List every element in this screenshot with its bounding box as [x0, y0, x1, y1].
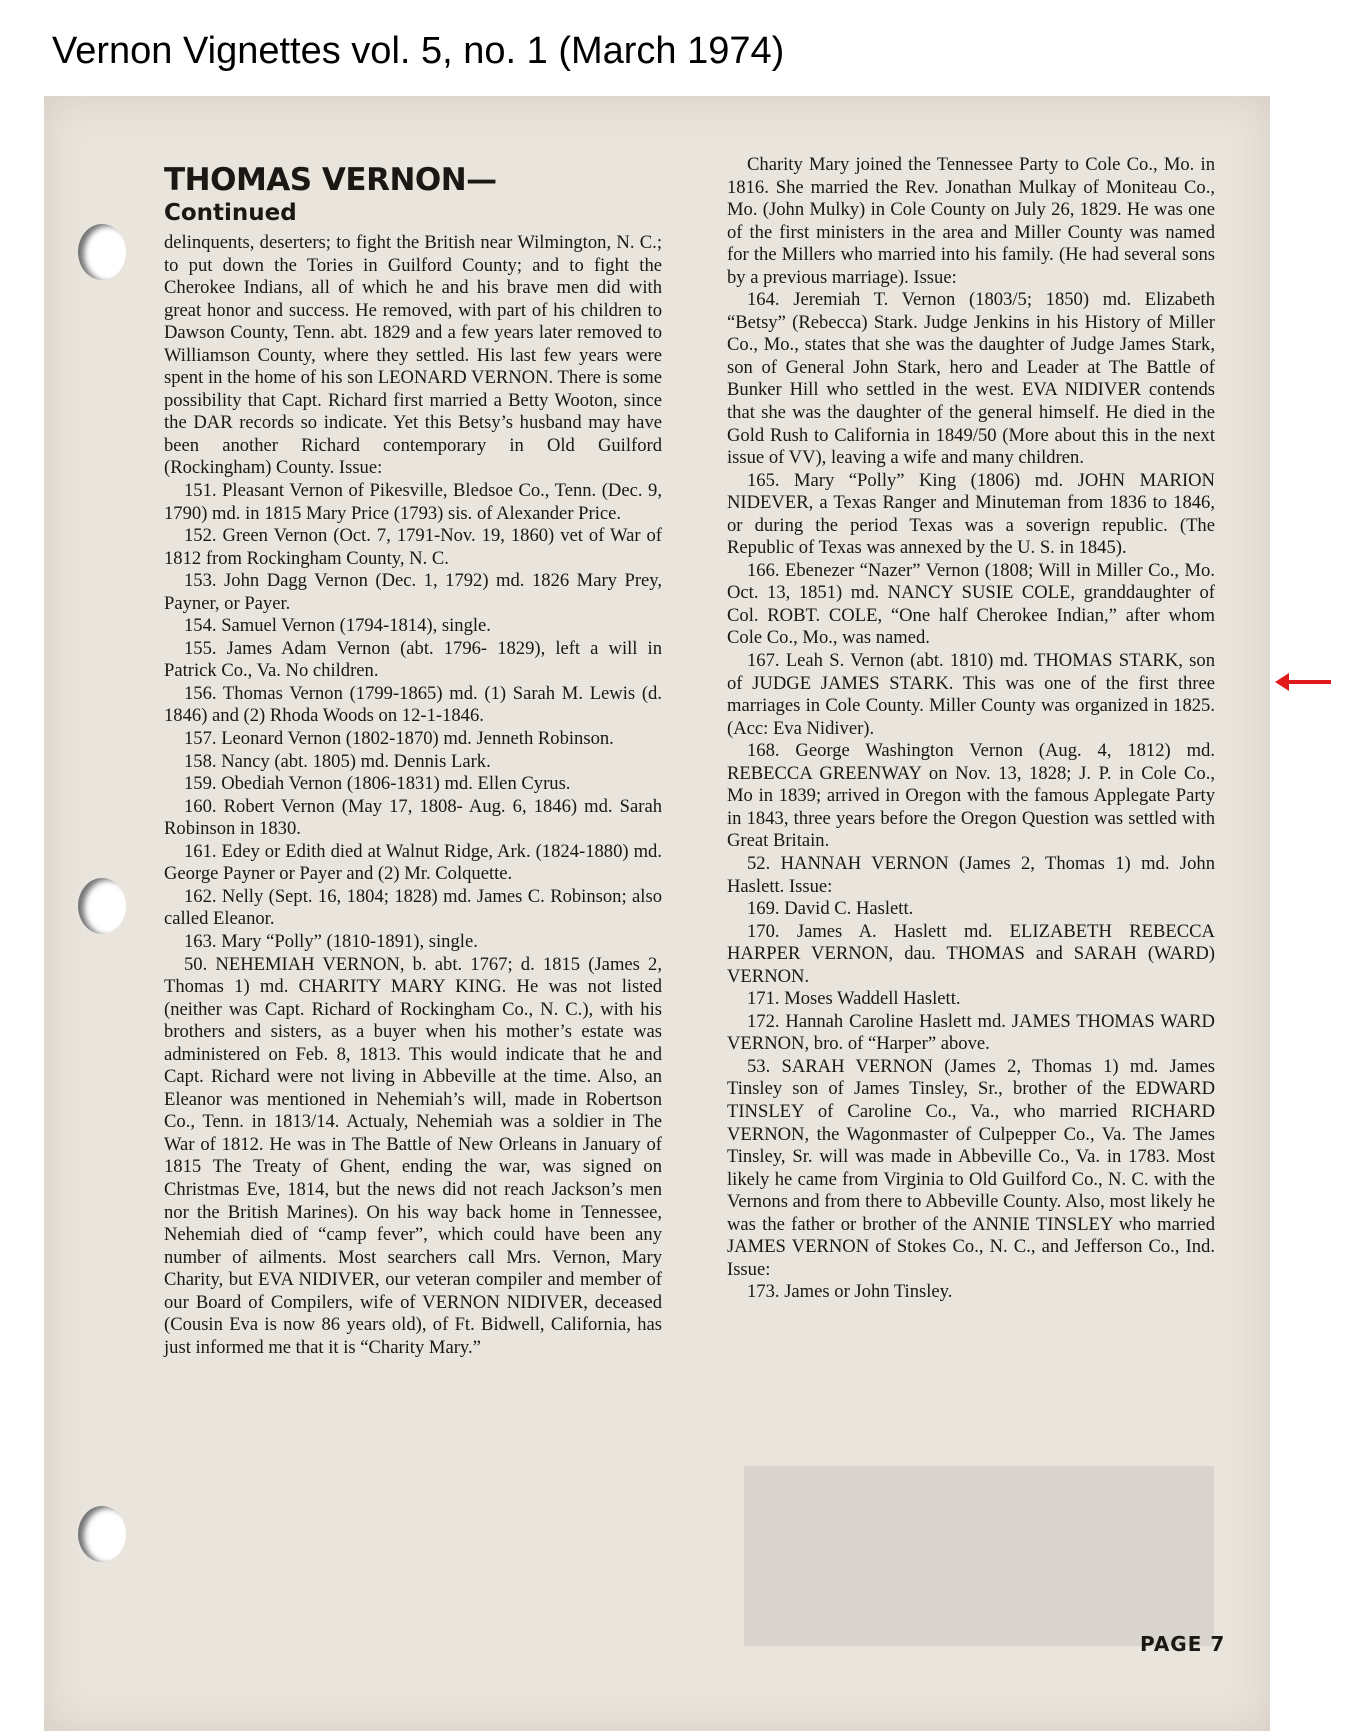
entry-160: 160. Robert Vernon (May 17, 1808- Aug. 6, 1846) md. Sarah Robinson in 1830. [164, 795, 662, 840]
entry-163: 163. Mary “Polly” (1810-1891), single. [184, 930, 478, 952]
paragraph-charity-mary: Charity Mary joined the Tennessee Party to Cole Co., Mo. in 1816. She married the Rev. Jonathan Mulkay of Moniteau Co., Mo. (John Mulky) in Cole County on July 26, 1829. He was one of the first ministers in the area and Miller County was named for the Millers who married into his family. (He had several sons by a previous marriage). Issue: [727, 154, 1215, 288]
left-column [164, 158, 662, 1359]
entry-50-nehemiah: 50. NEHEMIAH VERNON, b. abt. 1767; d. 1815 (James 2, Thomas 1) md. CHARITY MARY KING. He was not listed (neither was Capt. Richard of Rockingham Co., N. C.), with his brothers and sisters, as a buyer when his mother’s estate was administered on Feb. 8, 1813. This would indicate that he and Capt. Richard were not living in Abbeville at the time. Also, an Eleanor was mentioned in Nehemiah’s will, made in Robertson Co., Tenn. in 1813/14. Actualy, Nehemiah was a soldier in The War of 1812. He was in The Battle of New Orleans in January of 1815 The Treaty of Ghent, ending the war, was signed on Christmas Eve, 1814, but the news did not reach Jackson’s men nor the British Marines). On his way back home in Tennessee, Nehemiah died of “camp fever”, which could have been any number of ailments. Most searchers call Mrs. Vernon, Mary Charity, but EVA NIDIVER, our veteran compiler and member of our Board of Compilers, wife of VERNON NIDIVER, deceased (Cousin Eva is now 86 years old), of Ft. Bidwell, California, has just informed me that it is “Charity Mary.” [164, 953, 662, 1358]
entry-153: 153. John Dagg Vernon (Dec. 1, 1792) md. 1826 Mary Prey, Payner, or Payer. [164, 570, 662, 614]
entry-171: 171. Moses Waddell Haslett. [747, 988, 961, 1010]
entry-173: 173. James or John Tinsley. [747, 1281, 953, 1303]
entry-156: 156. Thomas Vernon (1799-1865) md. (1) Sarah M. Lewis (d. 1846) and (2) Rhoda Woods on 12-1-1846. [164, 682, 662, 727]
entry-52-hannah: 52. HANNAH VERNON (James 2, Thomas 1) md. John Haslett. Issue: [727, 852, 1215, 897]
entry-172: 172. Hannah Caroline Haslett md. JAMES THOMAS WARD VERNON, bro. of “Harper” above. [727, 1010, 1215, 1055]
entry-162: 162. Nelly (Sept. 16, 1804; 1828) md. James C. Robinson; also called Eleanor. [164, 885, 662, 930]
entry-165: 165. Mary “Polly” King (1806) md. JOHN MARION NIDEVER, a Texas Ranger and Minuteman from 1836 to 1846, or during the period Texas was a soverign republic. (The Republic of Texas was annexed by the U. S. in 1845). [727, 469, 1215, 559]
page-number: PAGE 7 [1140, 1632, 1226, 1656]
entry-164: 164. Jeremiah T. Vernon (1803/5; 1850) md. Elizabeth “Betsy” (Rebecca) Stark. Judge Jenkins in his History of Miller Co., Mo., states that she was the daughter of Judge James Stark, son of General John Stark, hero and Leader at The Battle of Bunker Hill who settled in the west. EVA NIDIVER contends that she was the daughter of the general himself. He died in the Gold Rush to California in 1849/50 (More about this in the next issue of VV), leaving a wife and many children. [727, 289, 1215, 469]
entry-166: 166. Ebenezer “Nazer” Vernon (1808; Will in Miller Co., Mo. Oct. 13, 1851) md. NANCY SUSIE COLE, granddaughter of Col. ROBT. COLE, “One half Cherokee Indian,” after whom Cole Co., Mo., was named. [727, 559, 1215, 649]
article-title: THOMAS VERNON— [164, 162, 497, 198]
entry-154: 154. Samuel Vernon (1794-1814), single. [184, 615, 491, 637]
entry-157: 157. Leonard Vernon (1802-1870) md. Jenneth Robinson. [184, 728, 614, 750]
entry-158: 158. Nancy (abt. 1805) md. Dennis Lark. [184, 750, 491, 772]
binder-hole-bottom [78, 1506, 126, 1562]
page-smudge [744, 1466, 1214, 1646]
binder-hole-top [78, 224, 126, 280]
entry-159: 159. Obediah Vernon (1806-1831) md. Ellen Cyrus. [184, 773, 571, 795]
right-column [727, 154, 1215, 1304]
entry-167: 167. Leah S. Vernon (abt. 1810) md. THOMAS STARK, son of JUDGE JAMES STARK. This was one of the first three marriages in Cole County. Miller County was organized in 1825. (Acc: Eva Nidiver). [727, 650, 1215, 739]
entry-170: 170. James A. Haslett md. ELIZABETH REBECCA HARPER VERNON, dau. THOMAS and SARAH (WARD) VERNON. [727, 920, 1215, 987]
entry-151: 151. Pleasant Vernon of Pikesville, Bledsoe Co., Tenn. (Dec. 9, 1790) md. in 1815 Mary Price (1793) sis. of Alexander Price. [164, 480, 662, 524]
entry-155: 155. James Adam Vernon (abt. 1796- 1829), left a will in Patrick Co., Va. No children. [164, 637, 662, 682]
article-subtitle: Continued [164, 200, 297, 226]
entry-169: 169. David C. Haslett. [747, 898, 914, 920]
entry-161: 161. Edey or Edith died at Walnut Ridge, Ark. (1824-1880) md. George Payner or Payer and (2) Mr. Colquette. [164, 840, 662, 885]
paragraph-intro: delinquents, deserters; to fight the British near Wilmington, N. C.; to put down the Tories in Guilford County; and to fight the Cherokee Indians, all of which he and his brave men did with great honor and success. He removed, with part of his children to Dawson County, Tenn. abt. 1829 and a few years later removed to Williamson County, where they settled. His last few years were spent in the home of his son LEONARD VERNON. There is some possibility that Capt. Richard first married a Betty Wooton, since the DAR records so indicate. Yet this Betsy’s husband may have been another Richard contemporary in Old Guilford (Rockingham) County. Issue: [164, 232, 662, 479]
entry-152: 152. Green Vernon (Oct. 7, 1791-Nov. 19, 1860) vet of War of 1812 from Rockingham County, N. C. [164, 525, 662, 569]
document-caption: Vernon Vignettes vol. 5, no. 1 (March 1974) [52, 30, 785, 72]
entry-168: 168. George Washington Vernon (Aug. 4, 1812) md. REBECCA GREENWAY on Nov. 13, 1828; J. P. in Cole Co., Mo in 1839; arrived in Oregon with the famous Applegate Party in 1843, three years before the Oregon Question was settled with Great Britain. [727, 740, 1215, 852]
entry-53-sarah: 53. SARAH VERNON (James 2, Thomas 1) md. James Tinsley son of James Tinsley, Sr., brother of the EDWARD TINSLEY of Caroline Co., Va., who married RICHARD VERNON, the Wagonmaster of Culpepper Co., Va. The James Tinsley, Sr. will was made in Abbeville Co., Va. in 1783. Most likely he came from Virginia to Old Guilford Co., N. C. with the Vernons and from there to Abbeville County. Also, most likely he was the father or brother of the ANNIE TINSLEY who married JAMES VERNON of Stokes Co., N. C., and Jefferson Co., Ind. Issue: [727, 1055, 1215, 1280]
binder-hole-middle [78, 878, 126, 934]
left-arrow-icon [1275, 670, 1333, 694]
